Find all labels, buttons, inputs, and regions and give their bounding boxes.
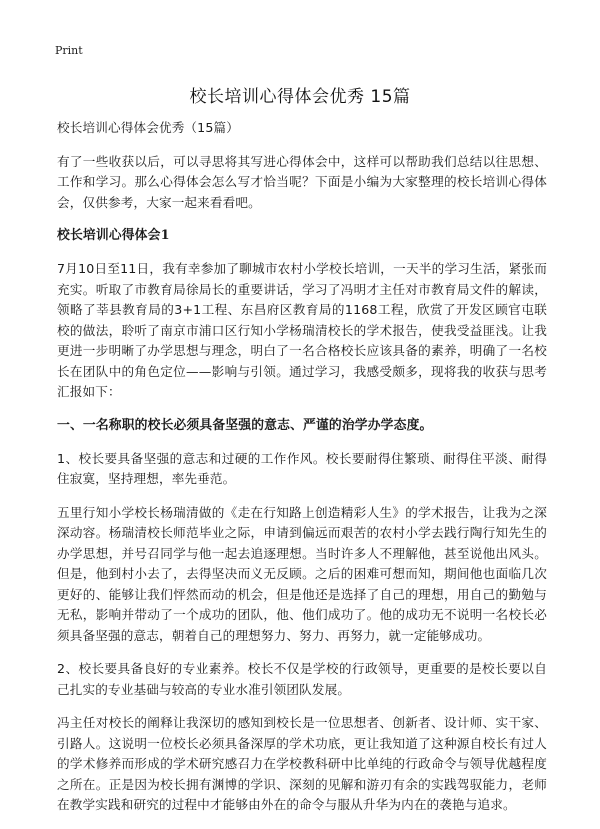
point-paragraph: 冯主任对校长的阐释让我深切的感知到校长是一位思想者、创新者、设计师、实干家、引路人。这说明一位校长必须具备深厚的学术功底，更让我知道了这种源自校长有过人的学术修养而形成的学术研究感召力在学校教科研中比单纯的行政命令与领导优越程度之所在。正是因为校长拥有渊博的学识、深刻的见解和游刃有余的实践驾驭能力，老师在教学实践和研究的过程中才能够由外在的命令与服从升华为内在的袭艳与追求。 (57, 715, 547, 812)
point-subparagraph: 1、校长要具备坚强的意志和过硬的工作作风。校长要耐得住繁琐、耐得住平淡、耐得住寂寞，坚持理想，率先垂范。 (57, 450, 547, 486)
section-heading: 校长培训心得体会1 (57, 228, 170, 243)
intro-paragraph: 有了一些收获以后，可以寻思将其写进心得体会中，这样可以帮助我们总结以往思想、工作和学习。那么心得体会怎么写才恰当呢？下面是小编为大家整理的校长培训心得体会，仅供参考，大家一起来看看吧。 (57, 153, 547, 210)
point-heading: 一、一名称职的校长必须具备坚强的意志、严谨的治学办学态度。 (57, 417, 433, 433)
point-paragraph: 五里行知小学校长杨瑞清做的《走在行知路上创造精彩人生》的学术报告，让我为之深深动容。杨瑞清校长师范毕业之际，申请到偏远而艰苦的农村小学去践行陶行知先生的办学思想，并号召同学与他一起去追逐理想。当时许多人不理解他，甚至说他出风头。但是，他到村小去了，去得坚决而义无反顾。之后的困难可想而知，期间他也面临几次更好的、能够让我们怦然而动的机会，但是他还是选择了自己的理想，用自己的勤勉与无私，影响并带动了一个成功的团队，他、他们成功了。他的成功无不说明一名校长必须具备坚强的意志，朝着自己的理想努力、努力、再努力，就一定能够成功。 (57, 504, 547, 643)
section-paragraph: 7月10日至11日，我有幸参加了聊城市农村小学校长培训，一天半的学习生活，紧张而充实。听取了市教育局徐局长的重要讲话，学习了冯明才主任对市教育局文件的解读，领略了莘县教育局的3+1工程、东昌府区教育局的1168工程，欣赏了开发区顾官屯联校的做法，聆听了南京市浦口区行知小学杨瑞清校长的学术报告，使我受益匪浅。让我更进一步明晰了办学思想与理念，明白了一名合格校长应该具备的素养，明确了一名校长在团队中的角色定位——影响与引领。通过学习，我感受颇多，现将我的收获与思考汇报如下： (57, 261, 547, 399)
article-subtitle: 校长培训心得体会优秀（15篇） (57, 120, 239, 135)
print-link[interactable]: Print (55, 44, 83, 57)
point-subparagraph: 2、校长要具备良好的专业素养。校长不仅是学校的行政领导，更重要的是校长要以自己扎实的专业基础与较高的专业水准引领团队发展。 (57, 661, 547, 697)
page-title: 校长培训心得体会优秀 15篇 (189, 87, 411, 107)
article-body (57, 118, 547, 829)
